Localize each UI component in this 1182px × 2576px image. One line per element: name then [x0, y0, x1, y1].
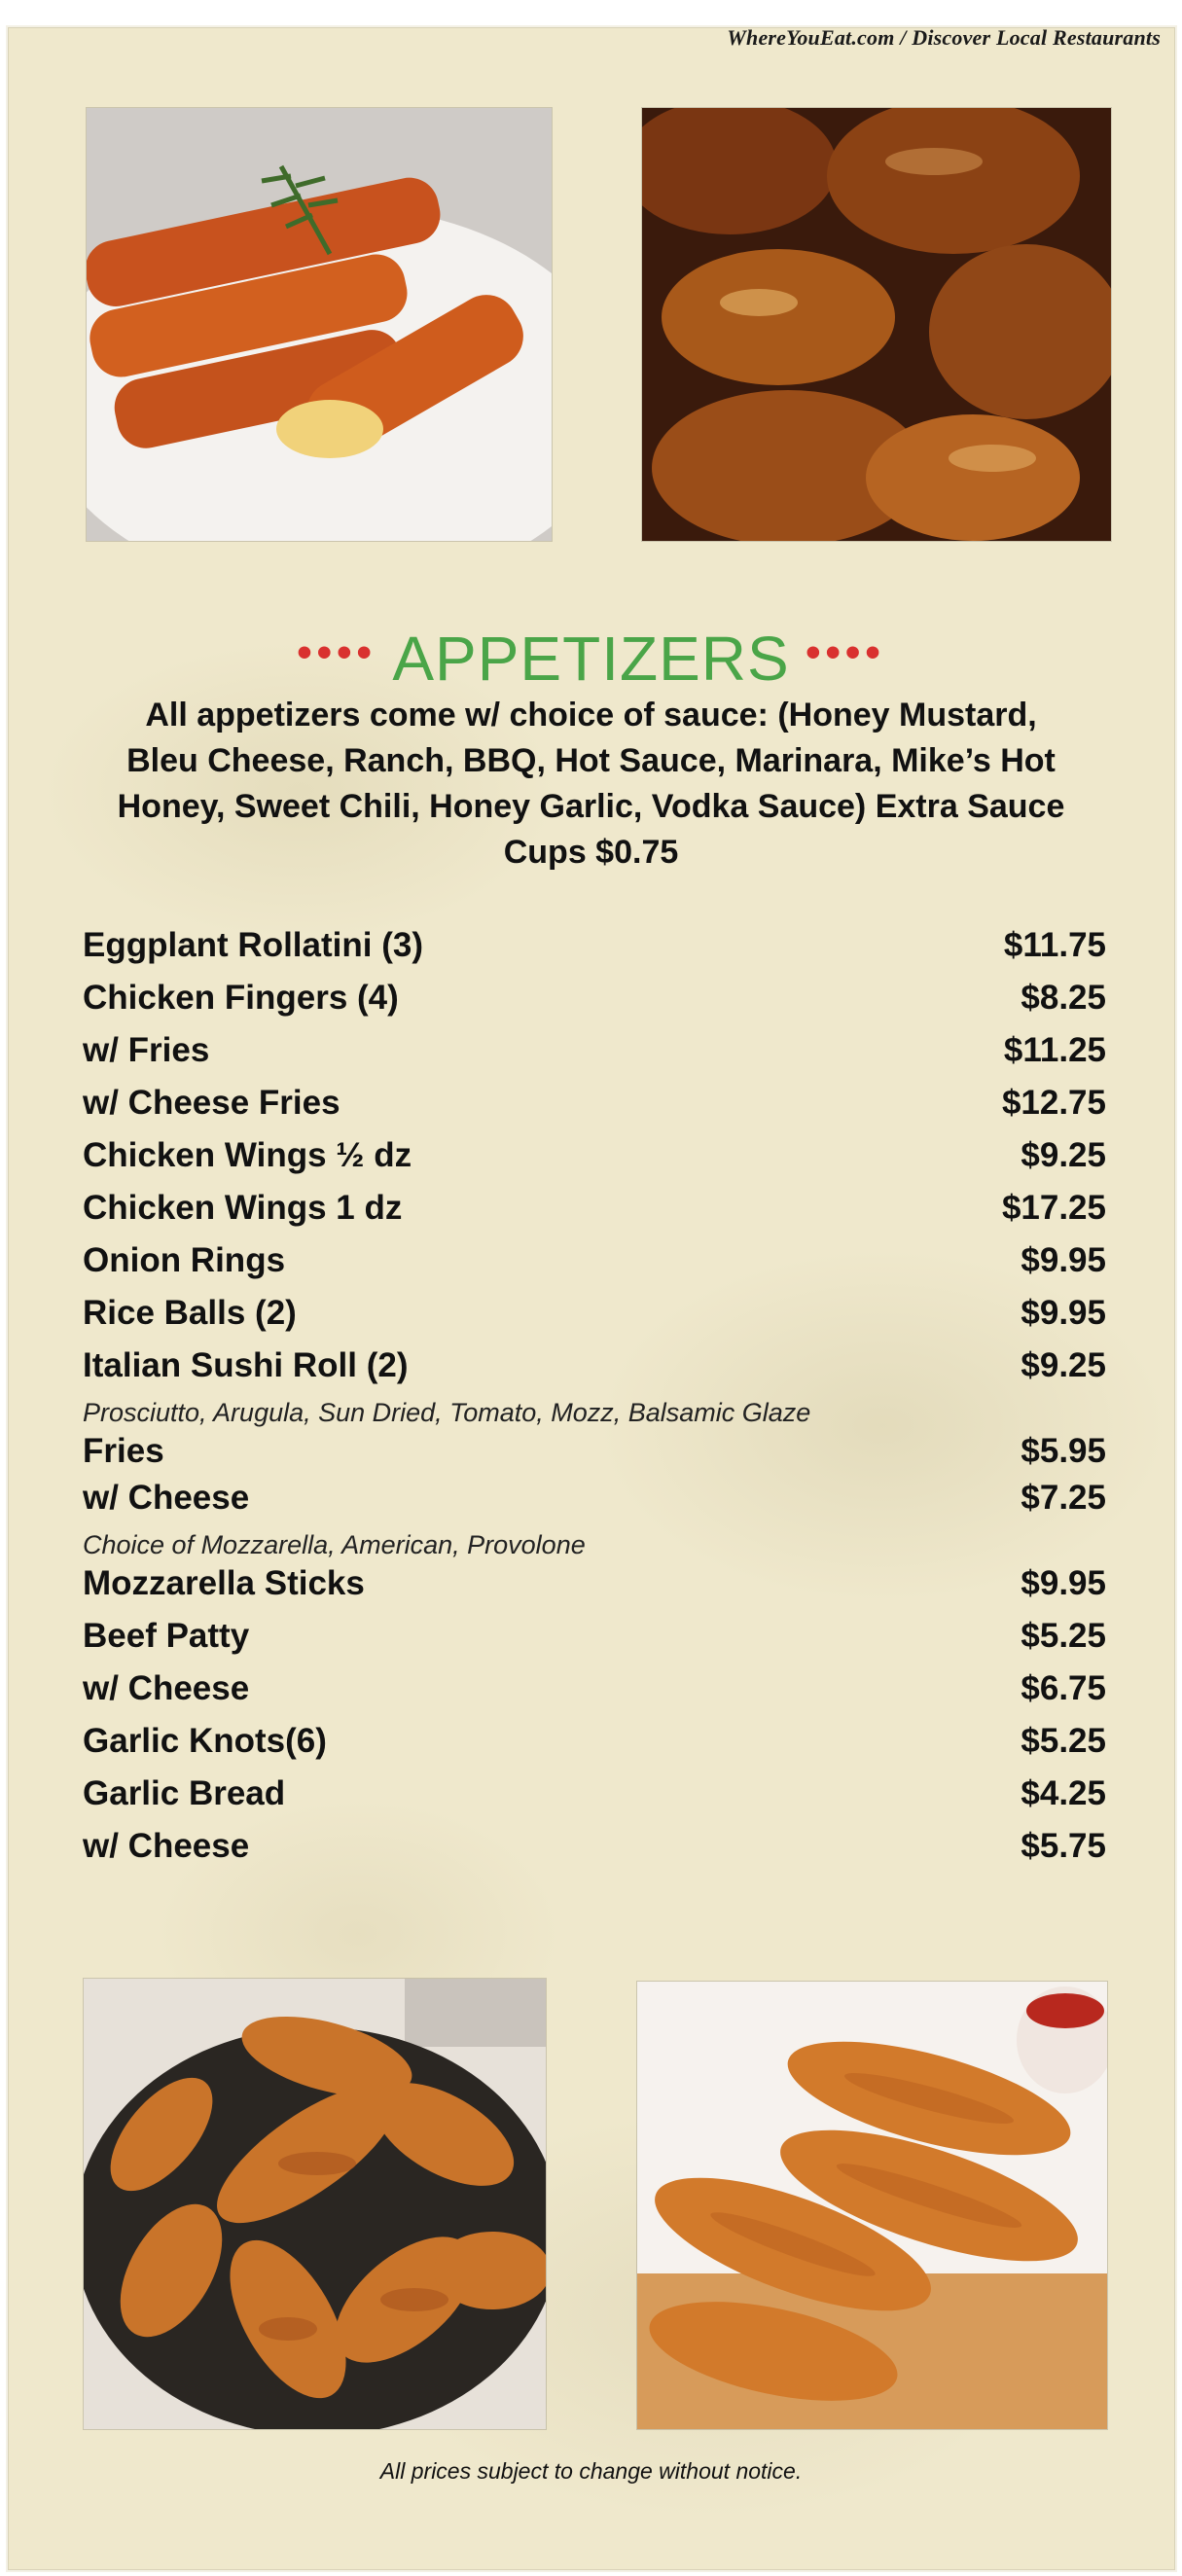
item-name: w/ Cheese: [83, 1827, 250, 1865]
item-name: Beef Patty: [83, 1617, 250, 1655]
glazed-wings-photo: [641, 107, 1112, 542]
item-price: $5.25: [1021, 1722, 1106, 1760]
item-price: $12.75: [1001, 1084, 1106, 1122]
item-name: Garlic Bread: [83, 1774, 286, 1812]
menu-item: [83, 1564, 1106, 1617]
menu-item: [83, 979, 1106, 1031]
item-name: w/ Cheese: [83, 1669, 250, 1707]
menu-item: [83, 1669, 1106, 1722]
item-price: $9.25: [1021, 1346, 1106, 1384]
item-price: $8.25: [1021, 979, 1106, 1017]
item-name: Garlic Knots(6): [83, 1722, 327, 1760]
menu-item: [83, 1617, 1106, 1669]
menu-item: [83, 1432, 1106, 1479]
item-name: w/ Fries: [83, 1031, 210, 1069]
sauce-note: All appetizers come w/ choice of sauce: (Honey Mustard, Bleu Cheese, Ranch, BBQ, Hot Sauce, Marinara, Mike’s Hot Honey, Sweet Chili, Honey Garlic, Vodka Sauce) Extra Sauce Cups $0.75: [117, 697, 1065, 871]
price-disclaimer: All prices subject to change without notice.: [379, 2458, 803, 2484]
menu-item: [83, 1084, 1106, 1136]
item-price: $9.95: [1021, 1241, 1106, 1279]
item-name: Fries: [83, 1432, 164, 1470]
menu-list: [83, 926, 1106, 1879]
item-name: w/ Cheese: [83, 1479, 250, 1517]
item-name: Chicken Wings ½ dz: [83, 1136, 412, 1174]
item-price: $11.75: [1003, 926, 1106, 964]
mozzarella-sticks-photo: [86, 107, 553, 542]
menu-item: [83, 1479, 1106, 1525]
item-price: $11.25: [1003, 1031, 1106, 1069]
item-description: Choice of Mozzarella, American, Provolone: [83, 1530, 586, 1559]
menu-item: [83, 1294, 1106, 1346]
menu-item: [83, 1827, 1106, 1879]
section-title: APPETIZERS: [392, 624, 790, 694]
decorative-dots-left: ••••: [297, 628, 376, 676]
item-name: Eggplant Rollatini (3): [83, 926, 423, 964]
menu-item: [83, 1722, 1106, 1774]
item-description: Prosciutto, Arugula, Sun Dried, Tomato, Mozz, Balsamic Glaze: [83, 1398, 811, 1427]
item-name: Rice Balls (2): [83, 1294, 297, 1332]
item-price: $9.95: [1021, 1564, 1106, 1602]
item-price: $4.25: [1021, 1774, 1106, 1812]
site-banner[interactable]: WhereYouEat.com / Discover Local Restaurants: [727, 25, 1161, 50]
menu-item: [83, 1189, 1106, 1241]
section-heading: [0, 623, 1182, 695]
item-name: Mozzarella Sticks: [83, 1564, 365, 1602]
menu-item: [83, 1136, 1106, 1189]
item-price: $17.25: [1001, 1189, 1106, 1227]
item-price: $7.25: [1021, 1479, 1106, 1517]
menu-item: [83, 1346, 1106, 1393]
item-price: $5.75: [1021, 1827, 1106, 1865]
item-price: $9.95: [1021, 1294, 1106, 1332]
item-name: Italian Sushi Roll (2): [83, 1346, 409, 1384]
item-price: $9.25: [1021, 1136, 1106, 1174]
menu-item: [83, 1774, 1106, 1827]
item-name: Onion Rings: [83, 1241, 286, 1279]
item-name: Chicken Wings 1 dz: [83, 1189, 403, 1227]
menu-item: [83, 926, 1106, 979]
chicken-fingers-photo: [636, 1981, 1108, 2430]
item-price: $6.75: [1021, 1669, 1106, 1707]
menu-item: [83, 1241, 1106, 1294]
chicken-wings-photo: [83, 1978, 547, 2430]
item-name: w/ Cheese Fries: [83, 1084, 340, 1122]
menu-item: [83, 1031, 1106, 1084]
item-price: $5.95: [1021, 1432, 1106, 1470]
decorative-dots-right: ••••: [806, 628, 885, 676]
item-name: Chicken Fingers (4): [83, 979, 399, 1017]
item-price: $5.25: [1021, 1617, 1106, 1655]
